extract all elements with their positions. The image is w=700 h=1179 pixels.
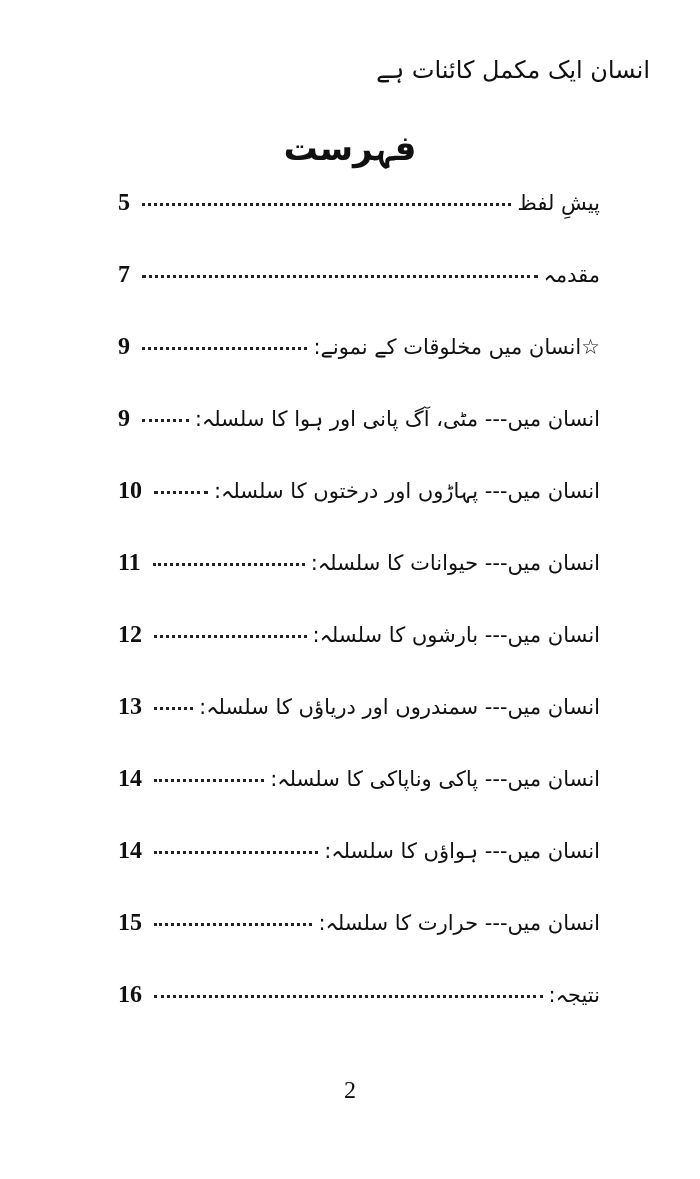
toc-entry [118,550,600,622]
toc-entry-label: انسان میں--- حرارت کا سلسلہ: [318,911,600,935]
toc-page-number: 7 [118,262,130,288]
dot-leader [154,922,312,926]
toc-entry [118,694,600,766]
dot-leader [154,994,543,998]
toc-entry [118,478,600,550]
dot-leader [153,562,305,566]
toc-entry [118,406,600,478]
toc-entry-label: نتیجہ: [548,983,600,1007]
page-number: 2 [344,1078,356,1104]
toc-page-number: 9 [118,334,130,360]
toc-page-number: 12 [118,622,142,648]
toc-title: فہرست [283,129,417,169]
toc-page-number: 14 [118,838,142,864]
toc-entry-label: انسان میں--- حیوانات کا سلسلہ: [310,551,600,575]
dot-leader [154,778,264,782]
toc-page-number: 13 [118,694,142,720]
toc-entry [118,334,600,406]
toc-page-number: 10 [118,478,142,504]
toc-entry-label: انسان میں--- ہواؤں کا سلسلہ: [324,839,600,863]
toc-entry-label: انسان میں--- مٹی، آگ پانی اور ہوا کا سلسلہ: [194,407,600,431]
toc-entry [118,262,600,334]
toc-page-number: 11 [118,550,141,576]
toc-page-number: 9 [118,406,130,432]
dot-leader [142,346,307,350]
toc-page-number: 14 [118,766,142,792]
toc-entry-label: انسان میں--- پاکی وناپاکی کا سلسلہ: [270,767,600,791]
toc-entry-label: انسان میں--- سمندروں اور دریاؤں کا سلسلہ: [199,695,600,719]
toc-entry-label: انسان میں--- پہاڑوں اور درختوں کا سلسلہ: [213,479,600,503]
dot-leader [142,418,189,422]
table-of-contents [118,190,600,1054]
toc-entry-label: ☆انسان میں مخلوقات کے نمونے: [313,335,600,359]
dot-leader [142,274,538,278]
dot-leader [154,706,193,710]
toc-entry-label: پیشِ لفظ [517,191,600,215]
toc-entry [118,766,600,838]
dot-leader [142,202,511,206]
dot-leader [154,490,208,494]
toc-entry [118,190,600,262]
toc-page-number: 16 [118,982,142,1008]
running-header: انسان ایک مکمل کائنات ہے [376,56,650,84]
toc-page-number: 5 [118,190,130,216]
toc-page-number: 15 [118,910,142,936]
toc-entry [118,910,600,982]
dot-leader [154,634,307,638]
dot-leader [154,850,318,854]
toc-entry-label: انسان میں--- بارشوں کا سلسلہ: [312,623,600,647]
toc-entry-label: مقدمہ [543,263,600,287]
toc-entry [118,838,600,910]
toc-entry [118,982,600,1054]
toc-entry [118,622,600,694]
